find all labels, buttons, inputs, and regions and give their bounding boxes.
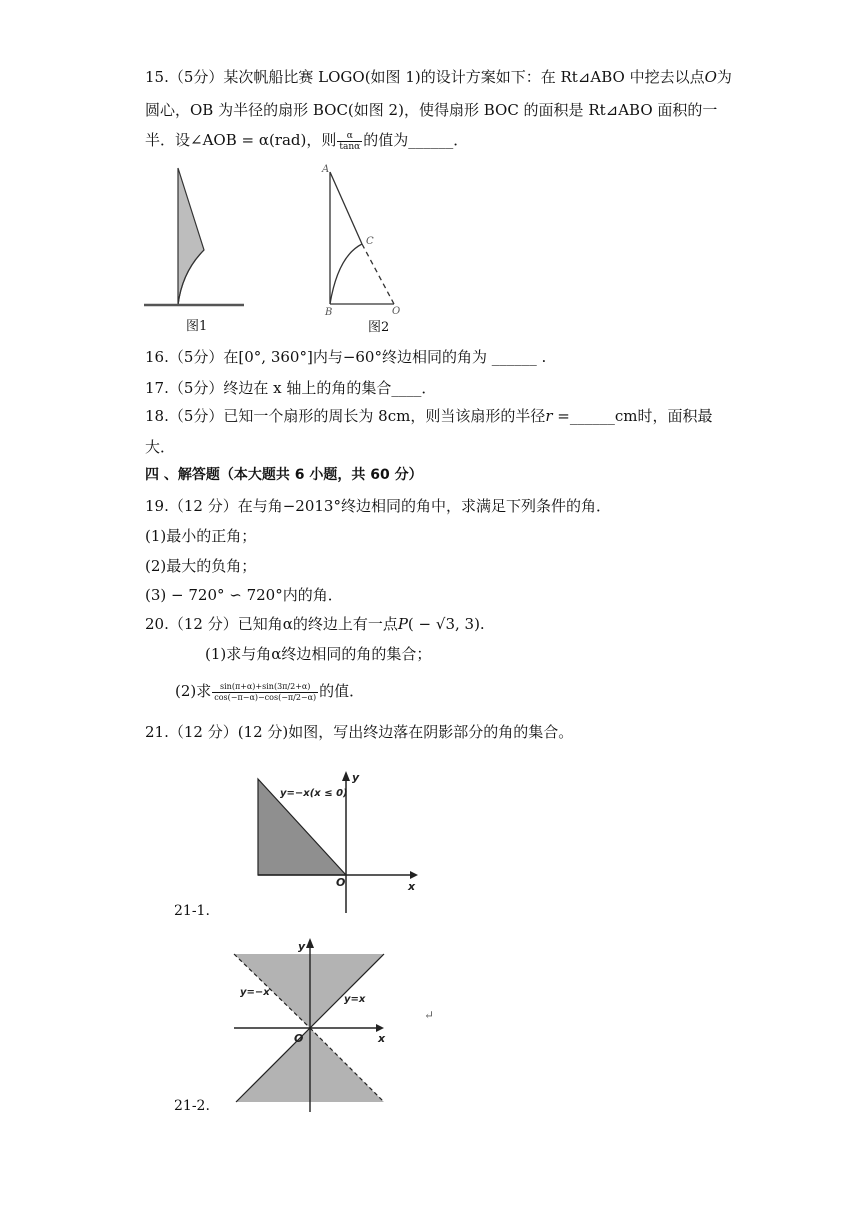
fig2-x-axis-label: x: [378, 1032, 386, 1045]
point-O-label: O: [392, 306, 401, 317]
q15-line1: 15.（5分）某次帆船比赛 LOGO(如图 1)的设计方案如下：在 Rt⊿ABO 中挖去以点𝑂为: [145, 68, 732, 86]
q20-part2-post: 的值．: [319, 682, 365, 700]
q20-stem: 20.（12 分）已知角α的终边上有一点𝑃( − √3, 3).: [145, 615, 485, 633]
q15-line2: 圆心，OB 为半径的扇形 BOC(如图 2)，使得扇形 BOC 的面积是 Rt⊿ABO 面积的一: [145, 101, 718, 119]
fraction-numerator: α: [337, 131, 362, 142]
q19-stem: 19.（12 分）在与角−2013°终边相同的角中，求满足下列条件的角．: [145, 497, 611, 515]
fig1-caption: 图1: [186, 319, 208, 334]
q20-part2-pre: (2)求: [175, 682, 212, 700]
q21-stem: 21.（12 分）(12 分)如图，写出终边落在阴影部分的角的集合。: [145, 723, 574, 741]
q20-part1: (1)求与角α终边相同的角的集合；: [205, 645, 432, 663]
trig-numerator: sin(π+α)+sin(3π/2+α): [212, 682, 318, 693]
q19-part1: (1)最小的正角；: [145, 527, 257, 545]
q15-figure-1: [142, 160, 246, 335]
q15-line3-pre: 半．设∠AOB = α(rad)，则: [145, 131, 337, 149]
q16-text: 16.（5分）在[0°, 360°]内与−60°终边相同的角为 ______ .: [145, 348, 547, 366]
fig2-y-axis-label: y: [298, 940, 306, 953]
q20-part2: [175, 680, 364, 703]
caption-21-1: 21-1.: [174, 903, 210, 919]
q15-line3-post: 的值为______．: [363, 131, 469, 149]
alpha-over-tan-fraction: [337, 131, 362, 152]
q15-line3: [145, 129, 468, 152]
fraction-denominator: tanα: [339, 141, 361, 152]
return-mark-icon: ↵: [424, 1008, 435, 1022]
trig-denominator: cos(−π−α)−cos(−π/2−α): [214, 692, 317, 702]
q18-line1: 18.（5分）已知一个扇形的周长为 8cm，则当该扇形的半径𝑟 =______cm时，面积最: [145, 407, 713, 425]
trig-fraction: [212, 682, 318, 703]
q19-part2: (2)最大的负角；: [145, 557, 257, 575]
q17-text: 17.（5分）终边在 x 轴上的角的集合____．: [145, 379, 437, 397]
fig1-x-axis-label: x: [408, 880, 416, 893]
fig1-y-axis-label: y: [352, 771, 360, 784]
q19-part3: (3) − 720° ∽ 720°内的角．: [145, 586, 343, 604]
fig1-origin-label: O: [336, 876, 346, 889]
fig2-caption: 图2: [368, 320, 390, 335]
point-B-label: B: [325, 307, 333, 318]
fig2-origin-label: O: [294, 1032, 304, 1045]
point-A-label: A: [322, 164, 330, 175]
figure-21-2: [228, 936, 398, 1116]
fig1-line-label: y=−x(x ≤ 0): [280, 788, 348, 799]
q18-line2: 大．: [145, 438, 176, 456]
point-C-label: C: [366, 236, 374, 247]
caption-21-2: 21-2.: [174, 1098, 210, 1114]
fig2-y-neg-x-label: y=−x: [240, 987, 270, 998]
section-4-heading: 四 、解答题（本大题共 6 小题，共 60 分）: [145, 467, 423, 483]
fig2-y-x-label: y=x: [344, 994, 366, 1005]
